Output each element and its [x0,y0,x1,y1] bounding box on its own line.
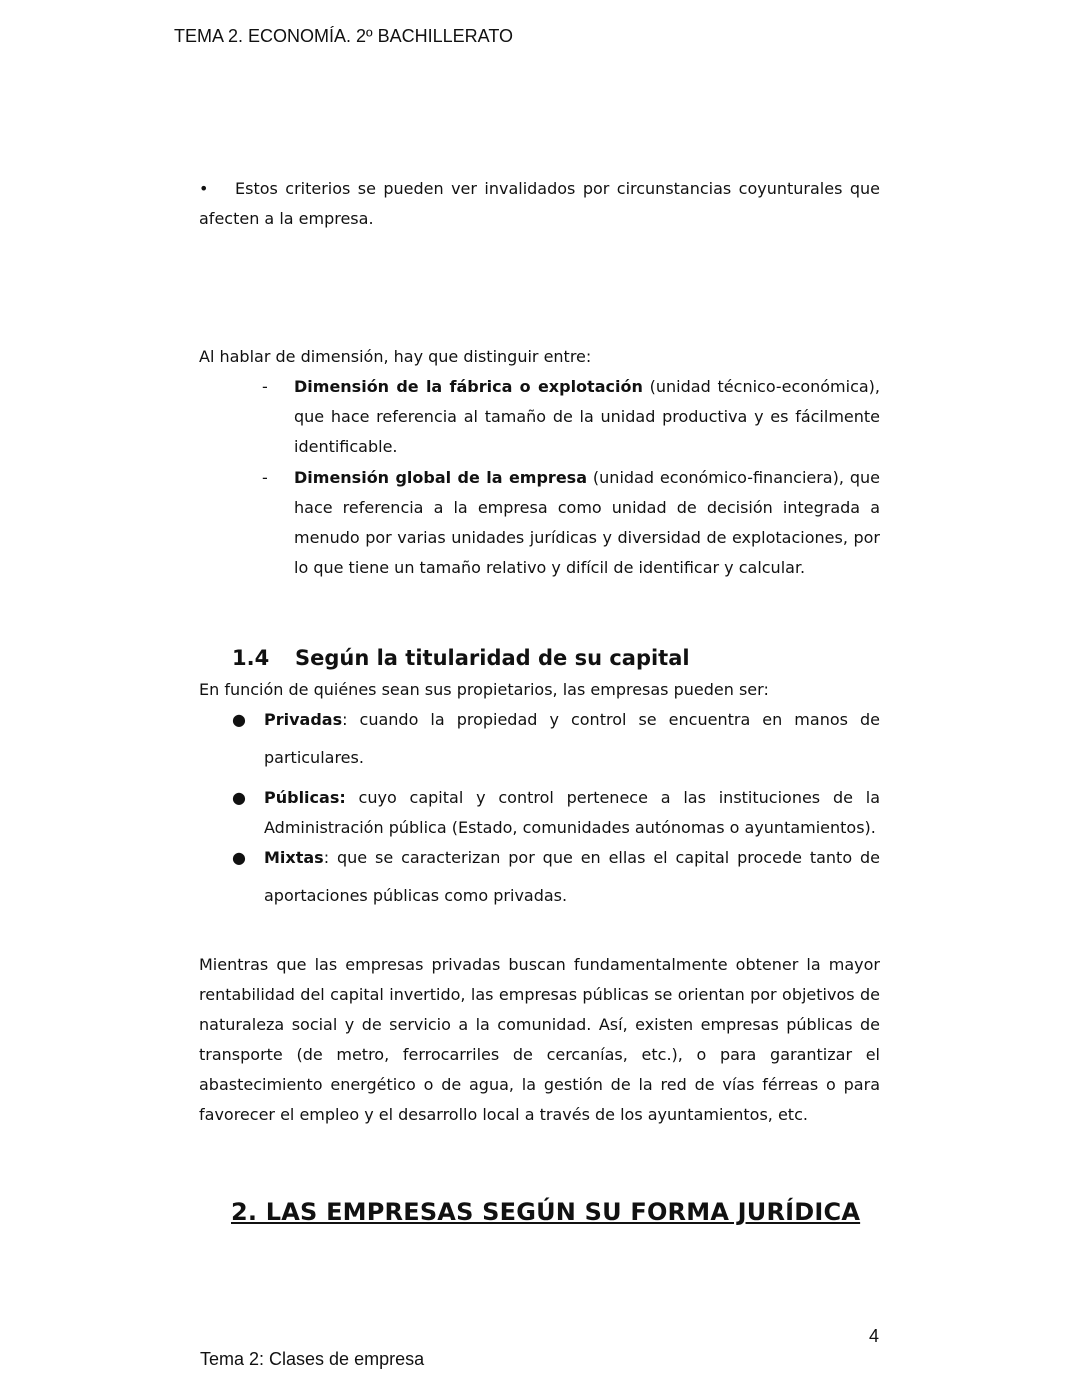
ownership-item-publicas-term: Públicas: [264,788,346,807]
ownership-item-privadas-term: Privadas [264,710,343,729]
ownership-item-mixtas [264,839,880,915]
dimension-item-2-term: Dimensión global de la empresa [294,468,587,487]
ownership-item-privadas [264,701,880,777]
bullet-icon: ● [232,710,246,729]
ownership-item-mixtas-term: Mixtas [264,848,324,867]
ownership-paragraph: Mientras que las empresas privadas buscan fundamentalmente obtener la mayor rentabilidad del capital invertido, las empresas públicas se orientan por objetivos de naturaleza social y de servicio a la comunidad. Así, existen empresas públicas de transporte (de metro, ferrocarriles de cercanías, etc.), o para garantizar el abastecimiento energético o de agua, la gestión de la red de vías férreas o para favorecer el empleo y el desarrollo local a través de los ayuntamientos, etc. [199,955,880,1124]
ownership-item-mixtas-text: : que se caracterizan por que en ellas el capital procede tanto de aportaciones públicas como privadas. [264,848,880,905]
ownership-item-publicas [264,783,880,843]
page-number: 4 [869,1326,880,1346]
bullet-icon: ● [232,848,246,867]
chapter-heading: 2. LAS EMPRESAS SEGÚN SU FORMA JURÍDICA [231,1198,861,1226]
ownership-lead: En función de quiénes sean sus propietarios, las empresas pueden ser: [199,680,769,699]
intro-bullet-text: Estos criterios se pueden ver invalidados por circunstancias coyunturales que afecten a la empresa. [199,179,880,228]
dimension-item-1 [294,372,880,462]
dimension-item-1-text: (unidad técnico-económica), que hace referencia al tamaño de la unidad productiva y es fácilmente identificable. [294,377,881,456]
dimension-item-1-term: Dimensión de la fábrica o explotación [294,377,643,396]
ownership-item-privadas-text: : cuando la propiedad y control se encuentra en manos de particulares. [264,710,880,767]
dimension-lead: Al hablar de dimensión, hay que distinguir entre: [199,347,592,366]
ownership-item-publicas-text: cuyo capital y control pertenece a las instituciones de la Administración pública (Estado, comunidades autónomas o ayuntamientos). [264,788,880,837]
dash-icon: - [262,468,268,487]
dimension-item-2-text: (unidad económico-financiera), que hace referencia a la empresa como unidad de decisión integrada a menudo por varias unidades jurídicas y diversidad de explotaciones, por lo que tiene un tamaño relativo y difícil de identificar y calcular. [294,468,881,577]
page-header-title: TEMA 2. ECONOMÍA. 2º BACHILLERATO [174,26,513,46]
dash-icon: - [262,377,268,396]
section-title: Según la titularidad de su capital [295,646,690,670]
section-heading [232,646,690,670]
page-footer: Tema 2: Clases de empresa [200,1349,425,1369]
bullet-icon: ● [232,788,246,807]
section-number: 1.4 [232,646,270,670]
bullet-icon: • [199,179,209,198]
dimension-item-2 [294,463,880,583]
